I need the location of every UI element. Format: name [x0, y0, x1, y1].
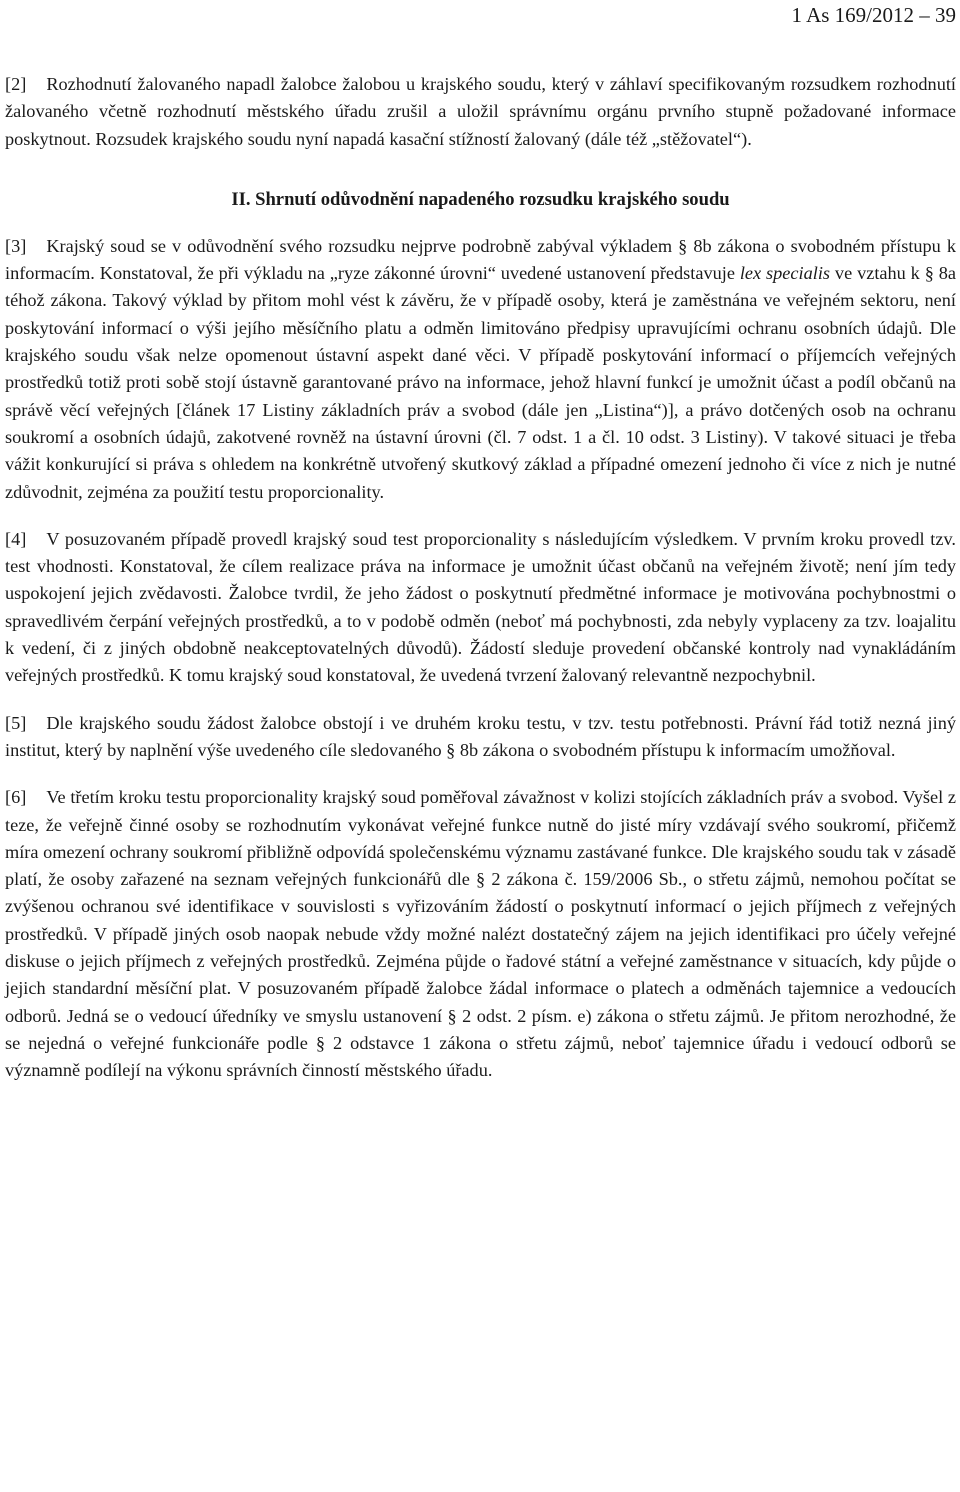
paragraph-number: [3]: [5, 235, 27, 256]
paragraph-number: [5]: [5, 712, 27, 733]
paragraph-6: [5, 784, 956, 1084]
paragraph-text: Dle krajského soudu žádost žalobce obstojí i ve druhém kroku testu, v tzv. testu potřebnosti. Právní řád totiž nezná jiný institut, který by naplnění výše uvedeného cíle sledovaného § 8b zákona o svobodném přístupu k informacím umožňoval.: [5, 712, 956, 760]
paragraph-text: Ve třetím kroku testu proporcionality krajský soud poměřoval závažnost v kolizi stojících základních práv a svobod. Vyšel z teze, že veřejně činné osoby se rozhodnutím vykonávat veřejné funkce nutně do jisté míry vzdávají svého soukromí, přičemž míra omezení ochrany soukromí přibližně odpovídá společenskému významu zastávané funkce. Dle krajského soudu tak v zásadě platí, že osoby zařazené na seznam veřejných funkcionářů dle § 2 zákona č. 159/2006 Sb., o střetu zájmů, nemohou počítat se zvýšenou ochranou své identifikace v souvislosti s vyřizováním žádostí o poskytnutí informací o jejich příjmech z veřejných prostředků. V případě jiných osob naopak nebude vždy možné nalézt dostatečný zájem na jejich identifikaci pro účely veřejné diskuse o jejich příjmech z veřejných prostředků. Zejména půjde o řadové státní a veřejné zaměstnance v situacích, kdy půjde o jejich standardní měsíční plat. V posuzovaném případě žalobce žádal informace o platech a odměnách tajemnice a vedoucích odborů. Jedná se o vedoucí úředníky ve smyslu ustanovení § 2 odst. 2 písm. e) zákona o střetu zájmů. Je přitom nerozhodné, že se nejedná o veřejné funkcionáře podle § 2 odstavce 1 zákona o střetu zájmů, neboť tajemnice úřadu i vedoucí odborů se významně podílejí na výkonu správních činností městského úřadu.: [5, 787, 956, 1081]
paragraph-number: [4]: [5, 528, 27, 549]
spacer: [5, 506, 956, 526]
paragraph-4: [5, 526, 956, 690]
paragraph-text: V posuzovaném případě provedl krajský soud test proporcionality s následujícím výsledkem. V prvním kroku provedl tzv. test vhodnosti. Konstatoval, že cílem realizace práva na informace je umožnit účast občanů na veřejném životě; není jím tedy uspokojení jejich zvědavosti. Žalobce tvrdil, že jeho žádost o poskytnutí předmětné informace je motivována pochybnostmi o spravedlivém čerpání veřejných prostředků, a to v podobě odměn (neboť má pochybnosti, zda nebyly vyplaceny za tzv. loajalitu k vedení, či z jiných obdobně neakceptovatelných důvodů). Žádostí sleduje provedení občanské kontroly nad vynakládáním veřejných prostředků. K tomu krajský soud konstatoval, že uvedená tvrzení žalovaný relevantně nezpochybnil.: [5, 528, 956, 686]
paragraph-text: Rozhodnutí žalovaného napadl žalobce žalobou u krajského soudu, který v záhlaví specifikovaným rozsudkem rozhodnutí žalovaného včetně rozhodnutí městského úřadu zrušil a uložil správnímu orgánu prvního stupně požadované informace poskytnout. Rozsudek krajského soudu nyní napadá kasační stížností žalovaný (dále též „stěžovatel“).: [5, 74, 956, 149]
spacer: [5, 153, 956, 186]
paragraph-5: [5, 710, 956, 765]
paragraph-number: [2]: [5, 74, 27, 94]
page-reference: 1 As 169/2012 – 39: [791, 3, 956, 27]
section-heading: II. Shrnutí odůvodnění napadeného rozsudku krajského soudu: [231, 188, 730, 210]
italic-term: lex specialis: [739, 263, 831, 284]
paragraph-3: [5, 233, 956, 506]
paragraph-number: [6]: [5, 787, 27, 808]
paragraph-text-continued: ve vztahu k § 8a téhož zákona. Takový výklad by přitom mohl vést k závěru, že v případě osoby, která je zaměstnána ve veřejném sektoru, není poskytování informací o výši jejího měsíčního platu a odměn limitováno předpisy upravujícími ochranu osobních údajů. Dle krajského soudu však nelze opomenout ústavní aspekt dané věci. V případě poskytování informací o příjemcích veřejných prostředků totiž proti sobě stojí ústavně garantované právo na informace, jehož hlavní funkcí je umožnit účast a podíl občanů na správě věcí veřejných [článek 17 Listiny základních práv a svobod (dále jen „Listina“)], a právo dotčených osob na ochranu soukromí a osobních údajů, zakotvené rovněž na ústavní úrovni (čl. 7 odst. 1 a čl. 10 odst. 3 Listiny). V takové situaci je třeba vážit konkurující si práva s ohledem na konkrétně utvořený skutkový základ a případné omezení jednoho či více z nich je nutné zdůvodnit, zejména za použití testu proporcionality.: [5, 263, 957, 502]
spacer: [5, 764, 956, 784]
document-body: [5, 71, 956, 1085]
paragraph-text: Krajský soud se v odůvodnění svého rozsudku nejprve podrobně zabýval výkladem § 8b zákona o svobodném přístupu k informacím. Konstatoval, že při výkladu na „ryze zákonné úrovni“ uvedené ustanovení představuje: [5, 235, 956, 284]
spacer: [5, 213, 956, 233]
spacer: [5, 690, 956, 710]
paragraph-2: [5, 71, 956, 153]
